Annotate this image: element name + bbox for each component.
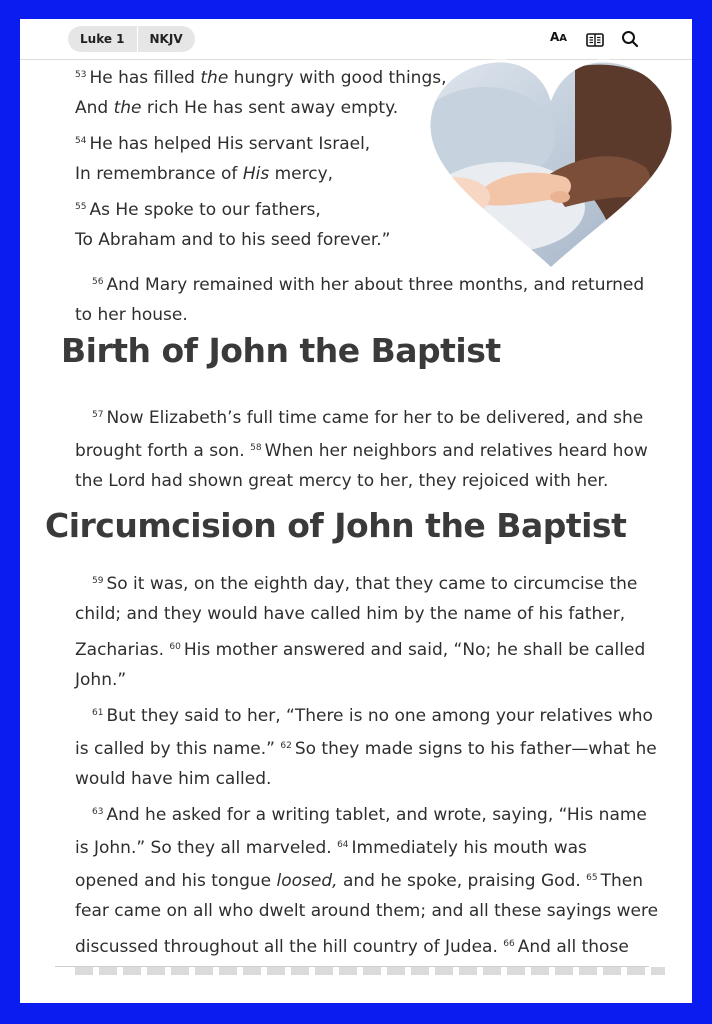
verse-line: $^{54}$ He has helped His servant Israel, [75, 134, 371, 154]
verse-line: would have him called. [75, 769, 272, 789]
verse-number: 63 [92, 807, 104, 817]
verse-line: $^{63}$ And he asked for a writing tablet, and wrote, saying, “His name [92, 805, 647, 825]
verse-number: 64 [337, 840, 349, 850]
verse-line: child; and they would have called him by the name of his father, [75, 604, 626, 624]
translation-button[interactable]: NKJV [149, 32, 183, 46]
verse-number: 59 [92, 576, 104, 586]
location-pill [68, 26, 195, 52]
heart-photo-sticker [425, 57, 677, 276]
verse-line: And the rich He has sent away empty. [75, 98, 399, 118]
text-size-icon[interactable]: AA [550, 30, 568, 44]
verse-line: $^{61}$ But they said to her, “There is no one among your relatives who [92, 706, 653, 726]
verse-number: 56 [92, 277, 104, 287]
verse-line: is called by this name.” $^{62}$ So they made signs to his father—what he [75, 739, 657, 759]
verse-number: 65 [586, 873, 598, 883]
reader-header [20, 19, 692, 60]
reader-mode-icon[interactable] [586, 32, 604, 51]
verse-line: $^{56}$ And Mary remained with her about three months, and returned [92, 275, 645, 295]
verse-number: 61 [92, 708, 104, 718]
verse-line: the Lord had shown great mercy to her, they rejoiced with her. [75, 471, 609, 491]
verse-line: $^{53}$ He has filled the hungry with good things, [75, 68, 447, 88]
search-icon[interactable] [621, 30, 639, 52]
clipped-next-line [75, 967, 665, 975]
verse-number: 60 [169, 642, 181, 652]
verse-line: To Abraham and to his seed forever.” [75, 230, 391, 250]
verse-line: is John.” So they all marveled. $^{64}$ Immediately his mouth was [75, 838, 587, 858]
verse-number: 58 [250, 443, 262, 453]
verse-line: In remembrance of His mercy, [75, 164, 334, 184]
section-heading: Circumcision of John the Baptist [45, 506, 627, 545]
verse-line: John.” [75, 670, 127, 690]
verse-number: 57 [92, 410, 104, 420]
reader-page [20, 19, 692, 1003]
section-heading: Birth of John the Baptist [61, 331, 501, 370]
verse-number: 66 [503, 939, 515, 949]
verse-line: $^{55}$ As He spoke to our fathers, [75, 200, 321, 220]
verse-number: 55 [75, 202, 87, 212]
verse-number: 62 [280, 741, 292, 751]
book-chapter-button[interactable]: Luke 1 [80, 32, 125, 46]
verse-number: 54 [75, 136, 87, 146]
verse-line: $^{57}$ Now Elizabeth’s full time came for her to be delivered, and she [92, 408, 644, 428]
verse-line: $^{59}$ So it was, on the eighth day, that they came to circumcise the [92, 574, 638, 594]
verse-line: discussed throughout all the hill country of Judea. $^{66}$ And all those [75, 937, 629, 957]
verse-line: to her house. [75, 305, 188, 325]
verse-number: 53 [75, 70, 87, 80]
verse-line: fear came on all who dwelt around them; and all these sayings were [75, 901, 659, 921]
verse-line: brought forth a son. $^{58}$ When her neighbors and relatives heard how [75, 441, 648, 461]
verse-line: opened and his tongue loosed, and he spoke, praising God. $^{65}$ Then [75, 871, 644, 891]
verse-line: Zacharias. $^{60}$ His mother answered and said, “No; he shall be called [75, 640, 646, 660]
